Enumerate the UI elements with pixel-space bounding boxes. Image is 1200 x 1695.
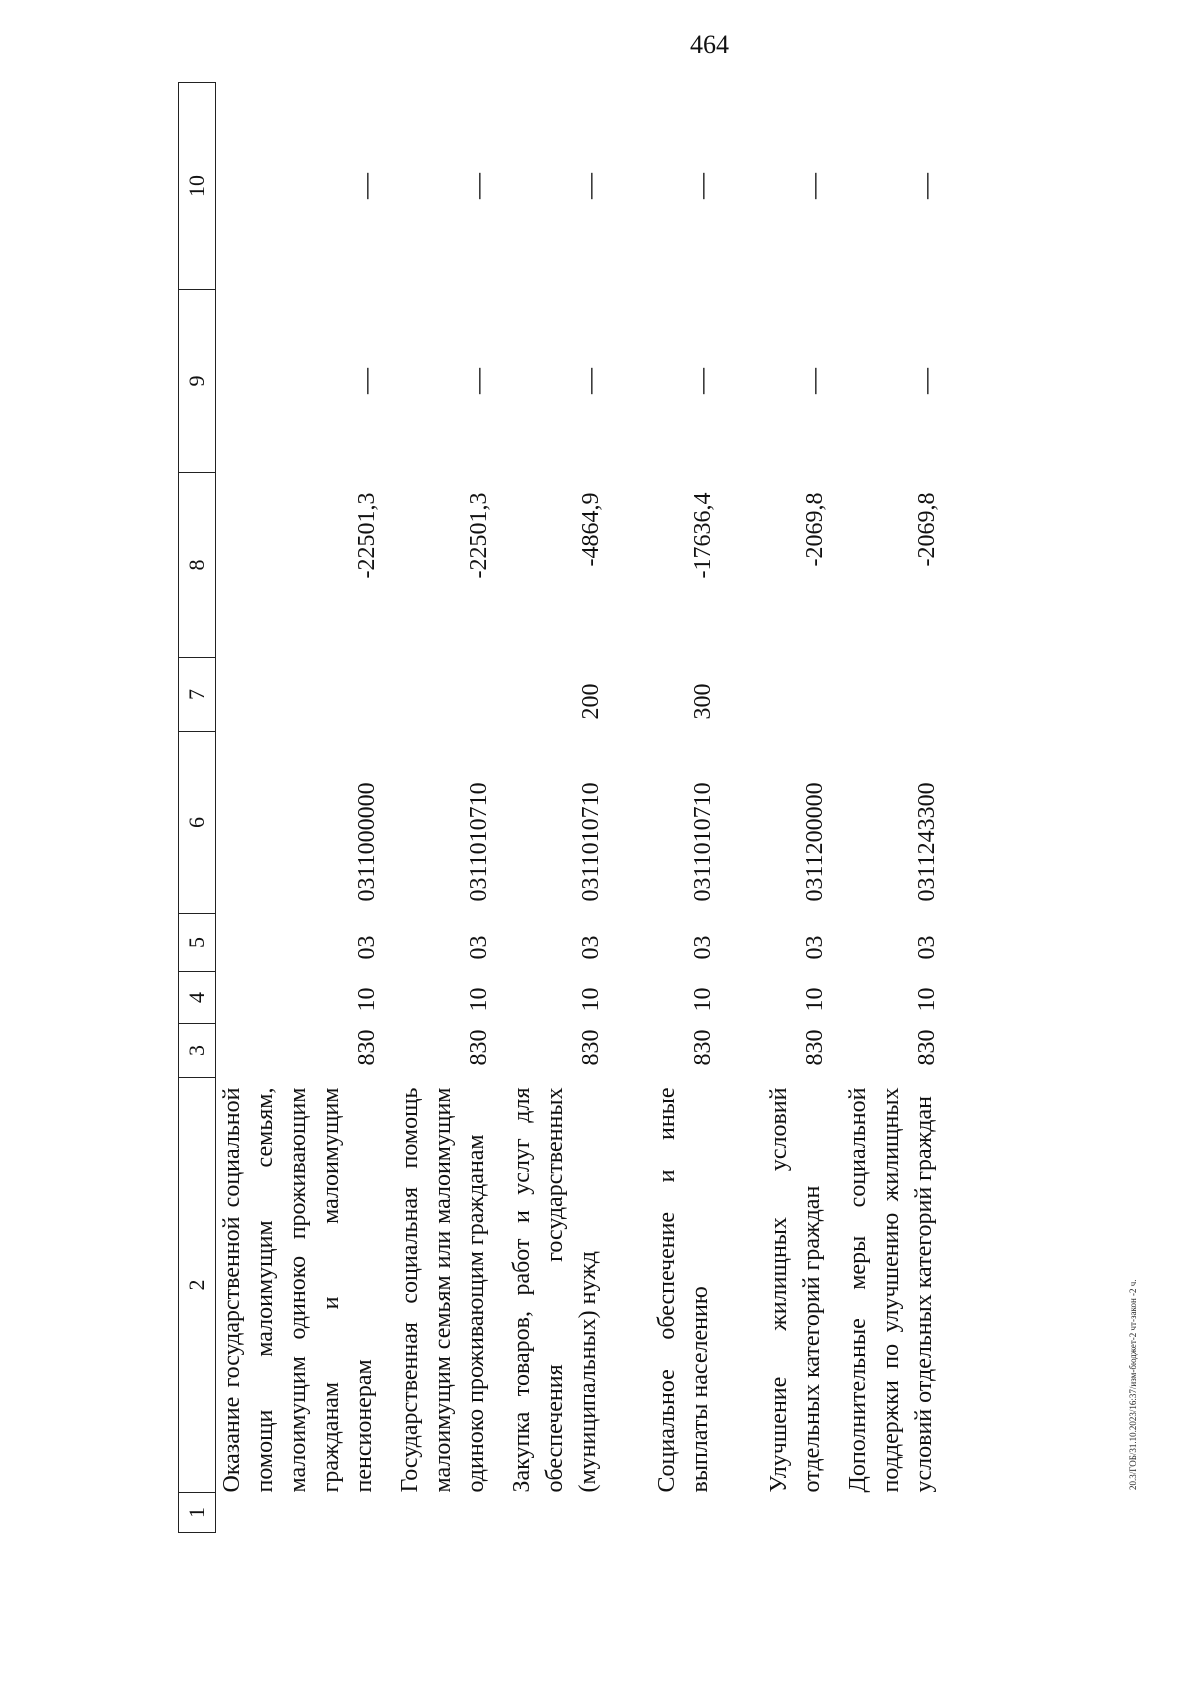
cell-col9: — [799, 368, 828, 394]
cell-col5: 03 [690, 935, 716, 960]
cell-col10: — [575, 173, 604, 199]
row-description: Оказание государственной социальной помощи малоимущим семьям, малоимущим одиноко проживающим гражданам и малоимущим пенсионерам [219, 1087, 377, 1493]
header-cell: 3 [179, 1024, 216, 1078]
cell-col3: 830 [354, 1029, 380, 1066]
cell-col4: 10 [578, 987, 604, 1012]
cell-col3: 830 [802, 1029, 828, 1066]
cell-col10: — [799, 173, 828, 199]
cell-col3: 830 [466, 1029, 492, 1066]
cell-col7 [837, 658, 949, 732]
cell-col10: — [351, 173, 380, 199]
cell-col10: — [911, 173, 940, 199]
header-cell: 9 [179, 290, 216, 473]
cell-col4: 10 [914, 987, 940, 1012]
cell-col7: 200 [578, 683, 604, 720]
cell-col8: -4864,9 [578, 492, 604, 567]
cell-col5: 03 [914, 935, 940, 960]
cell-col8: -22501,3 [466, 492, 492, 579]
cell-col9: — [575, 368, 604, 394]
header-cell: 10 [179, 83, 216, 290]
cell-col6: 0311000000 [354, 782, 380, 902]
cell-col9: — [463, 368, 492, 394]
cell-col6: 0311200000 [802, 782, 828, 902]
cell-col6: 0311010710 [578, 782, 604, 902]
header-cell: 1 [179, 1493, 216, 1533]
header-cell: 6 [179, 732, 216, 914]
cell-col7 [389, 658, 501, 732]
cell-col3: 830 [914, 1029, 940, 1066]
footer-stamp: 20.3/ГОБ/31.10.2023/16:37/изм-бюджет-2 чт-закон -2 ч. [1128, 1279, 1138, 1490]
cell-col9: — [911, 368, 940, 394]
cell-col8: -22501,3 [354, 492, 380, 579]
table-row [501, 83, 613, 1533]
row-description: Улучшение жилищных условий отдельных категорий граждан [766, 1087, 825, 1493]
table-row [837, 83, 949, 1533]
page-number: 464 [690, 30, 729, 59]
row-description: Дополнительные меры социальной поддержки по улучшению жилищных условий отдельных категорий граждан [845, 1087, 937, 1493]
header-cell: 5 [179, 914, 216, 972]
row-description: Социальное обеспечение и иные выплаты населению [654, 1087, 713, 1493]
cell-col8: -2069,8 [914, 492, 940, 567]
table-header-row [179, 83, 216, 1533]
header-cell: 7 [179, 658, 216, 732]
cell-col4: 10 [690, 987, 716, 1012]
cell-col5: 03 [354, 935, 380, 960]
cell-col5: 03 [802, 935, 828, 960]
cell-col4: 10 [354, 987, 380, 1012]
cell-col9: — [351, 368, 380, 394]
cell-col9: — [687, 368, 716, 394]
cell-col5: 03 [466, 935, 492, 960]
cell-col7 [725, 658, 837, 732]
cell-col8: -17636,4 [690, 492, 716, 579]
cell-col6: 0311010710 [690, 782, 716, 902]
cell-col6: 0311243300 [914, 782, 940, 902]
table-row [216, 83, 390, 1533]
cell-col10: — [463, 173, 492, 199]
header-cell: 8 [179, 473, 216, 658]
cell-col4: 10 [466, 987, 492, 1012]
cell-col7 [216, 658, 390, 732]
cell-col10: — [687, 173, 716, 199]
cell-col4: 10 [802, 987, 828, 1012]
cell-col7: 300 [690, 683, 716, 720]
header-cell: 4 [179, 972, 216, 1024]
table-row [613, 83, 725, 1533]
cell-col6: 0311010710 [466, 782, 492, 902]
cell-col3: 830 [578, 1029, 604, 1066]
row-description: Закупка товаров, работ и услуг для обеспечения государственных (муниципальных) нужд [509, 1087, 601, 1493]
budget-table [178, 82, 949, 1533]
row-description: Государственная социальная помощь малоимущим семьям или малоимущим одиноко проживающим гражданам [397, 1087, 489, 1493]
rotated-table-container [178, 83, 1058, 1533]
table-row [389, 83, 501, 1533]
cell-col5: 03 [578, 935, 604, 960]
cell-col3: 830 [690, 1029, 716, 1066]
header-cell: 2 [179, 1078, 216, 1493]
table-row [725, 83, 837, 1533]
cell-col8: -2069,8 [802, 492, 828, 567]
